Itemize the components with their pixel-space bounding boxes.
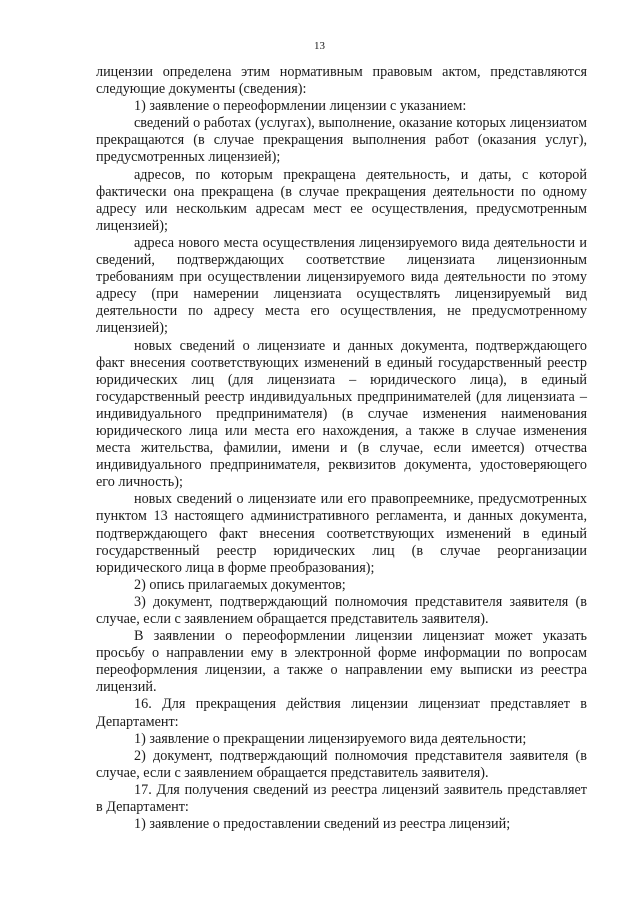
document-body: [96, 64, 587, 833]
paragraph: новых сведений о лицензиате и данных документа, подтверждающего факт внесения соответствующих изменений в единый государственный реестр юридических лиц (для лицензиата – юридического лица), в единый государственный реестр индивидуальных предпринимателей (для лицензиата – индивидуального предпринимателя) (в случае изменения наименования юридического лица или места его нахождения, а также в случае изменения места жительства, фамилии, имени и (в случае, если имеется) отчества индивидуального предпринимателя, реквизитов документа, удостоверяющего его личность);: [96, 337, 587, 491]
paragraph: 2) опись прилагаемых документов;: [134, 576, 346, 593]
paragraph: В заявлении о переоформлении лицензии лицензиат может указать просьбу о направлении ему в электронной форме информации по вопросам переоформления лицензии, а также о направлении ему выписки из реестра лицензий.: [96, 628, 587, 696]
paragraph: 1) заявление о переоформлении лицензии с указанием:: [134, 98, 467, 115]
paragraph: 17. Для получения сведений из реестра лицензий заявитель представляет в Департамент:: [96, 781, 587, 816]
paragraph: лицензии определена этим нормативным правовым актом, представляются следующие документы (сведения):: [96, 64, 587, 98]
paragraph: 2) документ, подтверждающий полномочия представителя заявителя (в случае, если с заявлением обращается представитель заявителя).: [96, 747, 587, 781]
paragraph: сведений о работах (услугах), выполнение, оказание которых лицензиатом прекращаются (в случае прекращения выполнения работ (оказания услуг), предусмотренных лицензией);: [96, 115, 587, 166]
paragraph: адресов, по которым прекращена деятельность, и даты, с которой фактически она прекращена (в случае прекращения деятельности по одному адресу или нескольким адресам мест ее осуществления, предусмотренным лицензией);: [96, 166, 587, 234]
paragraph: 16. Для прекращения действия лицензии лицензиат представляет в Департамент:: [96, 696, 587, 730]
paragraph: адреса нового места осуществления лицензируемого вида деятельности и сведений, подтверждающих соответствие лицензиата лицензионным требованиям при осуществлении лицензируемого вида деятельности по этому адресу (при намерении лицензиата осуществлять лицензируемый вид деятельности по адресу места его осуществления, не предусмотренному лицензией);: [96, 234, 587, 337]
paragraph: новых сведений о лицензиате или его правопреемнике, предусмотренных пунктом 13 настоящего административного регламента, и данных документа, подтверждающего факт внесения соответствующих изменений в единый государственный реестр юридических лиц (в случае реорганизации юридического лица в форме преобразования);: [96, 491, 587, 576]
paragraph: 3) документ, подтверждающий полномочия представителя заявителя (в случае, если с заявлением обращается представитель заявителя).: [96, 593, 587, 627]
paragraph: 1) заявление о предоставлении сведений из реестра лицензий;: [134, 816, 511, 833]
page-number: 13: [314, 40, 325, 52]
paragraph: 1) заявление о прекращении лицензируемого вида деятельности;: [134, 730, 527, 747]
